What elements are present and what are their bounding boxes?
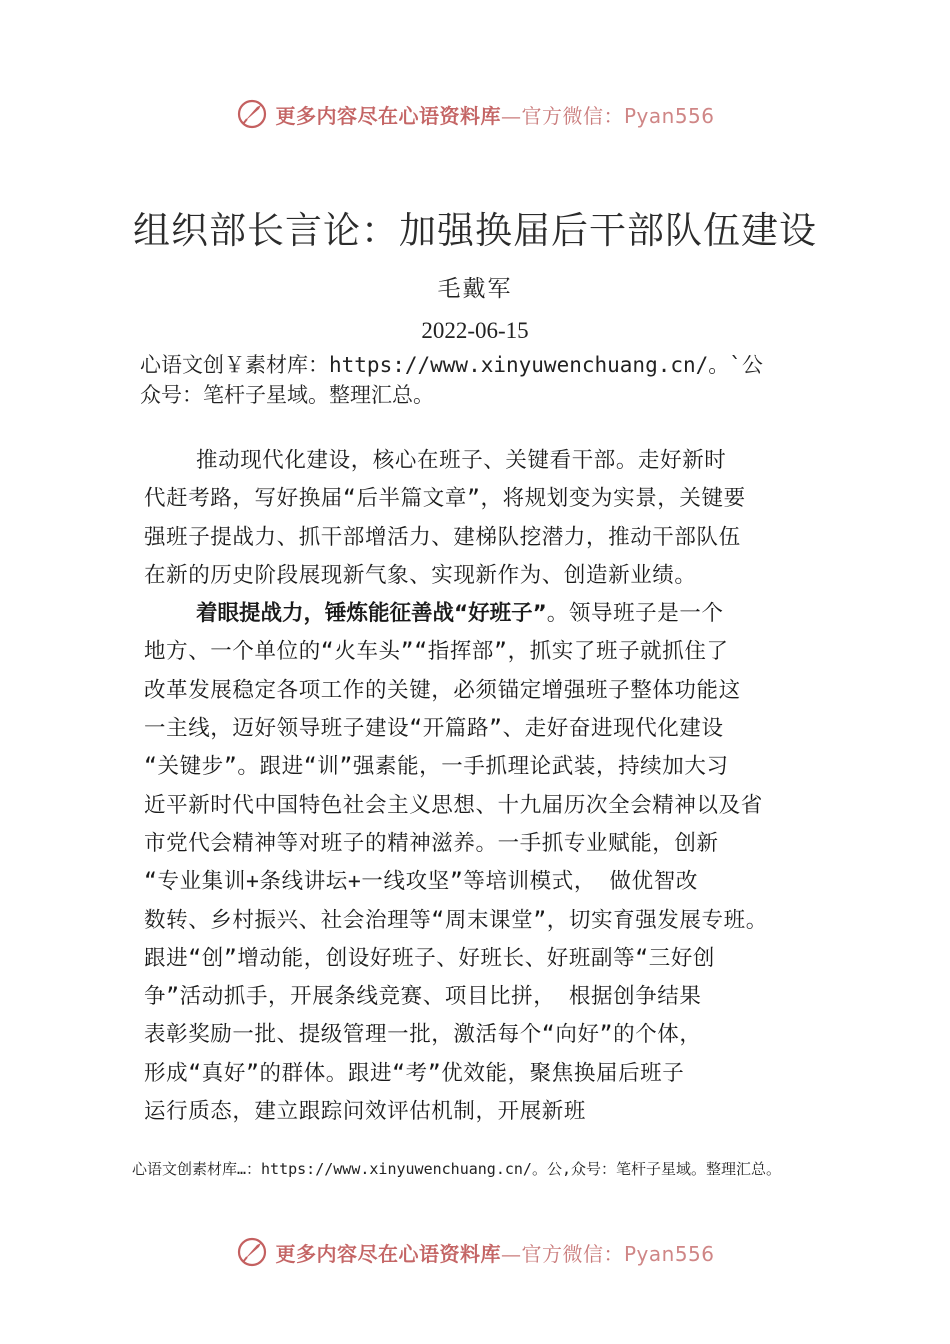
banner-handle: Pyan556 [623, 1241, 715, 1266]
paragraph-line: 市党代会精神等对班子的精神滋养。一手抓专业赋能，创新 [144, 830, 719, 856]
banner-label: 官方微信： [521, 103, 624, 128]
paragraph-1 [144, 442, 844, 595]
paragraph-line: 代赶考路，写好换届“后半篇文章”，将规划变为实景，关键要 [144, 486, 746, 512]
source-note [140, 350, 830, 410]
article-body [144, 442, 844, 1131]
quill-pen-logo-icon [235, 1235, 269, 1269]
paragraph-line: 形成“真好”的群体。跟进“考”优效能，聚焦换届后班子 [144, 1060, 685, 1086]
banner-label: 官方微信： [521, 1241, 624, 1266]
paragraph-line: 在新的历史阶段展现新气象、实现新作为、创造新业绩。 [144, 562, 697, 588]
paragraph-line: “专业集训+条线讲坛+一线攻坚”等培训模式， 做优智改 [144, 869, 698, 895]
paragraph-line: 推动现代化建设，核心在班子、关键看干部。走好新时 [196, 448, 727, 473]
publish-date: 2022-06-15 [421, 318, 529, 343]
banner-dash: — [500, 103, 522, 128]
source-note-line: 众号：笔杆子星域。整理汇总。 [140, 383, 434, 407]
banner-text [275, 100, 714, 129]
paragraph-line: 运行质态，建立跟踪问效评估机制，开展新班 [144, 1099, 587, 1125]
paragraph-line: 改革发展稳定各项工作的关键，必须锚定增强班子整体功能这 [144, 677, 741, 703]
source-note-line: 心语文创￥素材库：https://www.xinyuwenchuang.cn/。`公 [140, 353, 763, 377]
paragraph-line: 地方、一个单位的“火车头”“指挥部”，抓实了班子就抓住了 [144, 639, 729, 665]
banner-handle: Pyan556 [623, 103, 715, 128]
footer-source-note: 心语文创素材库…：https://www.xinyuwenchuang.cn/。公,众号：笔杆子星域。整理汇总。 [132, 1160, 781, 1178]
paragraph-2 [144, 595, 844, 1131]
section-heading-bold: 着眼提战力，锤炼能征善战“好班子” [196, 601, 547, 627]
page-title: 组织部长言论：加强换届后干部队伍建设 [133, 209, 817, 252]
paragraph-line: 一主线，迈好领导班子建设“开篇路”、走好奋进现代化建设 [144, 716, 724, 742]
paragraph-line: 表彰奖励一批、提级管理一批，激活每个“向好”的个体， [144, 1022, 702, 1048]
paragraph-line-rest: 。领导班子是一个 [546, 601, 724, 627]
quill-pen-logo-icon [235, 97, 269, 131]
banner-text [275, 1238, 714, 1267]
header-watermark-banner [0, 92, 950, 136]
footer-watermark-banner [0, 1230, 950, 1274]
paragraph-first-line [144, 595, 844, 633]
banner-lead: 更多内容尽在心语资料库 [275, 1241, 501, 1266]
paragraph-line: 跟进“创”增动能，创设好班子、好班长、好班副等“三好创 [144, 945, 716, 971]
paragraph-line: 争”活动抓手，开展条线竞赛、项目比拼， 根据创争结果 [144, 984, 702, 1010]
paragraph-line: 强班子提战力、抓干部增活力、建梯队挖潜力，推动干部队伍 [144, 524, 741, 550]
paragraph-line: 近平新时代中国特色社会主义思想、十九届历次全会精神以及省 [144, 792, 763, 818]
paragraph-line: “关键步”。跟进“训”强素能，一手抓理论武装，持续加大习 [144, 754, 729, 780]
banner-lead: 更多内容尽在心语资料库 [275, 103, 501, 128]
author-name: 毛戴军 [437, 276, 513, 302]
paragraph-line: 数转、乡村振兴、社会治理等“周末课堂”，切实育强发展专班。 [144, 907, 768, 933]
banner-dash: — [500, 1241, 522, 1266]
